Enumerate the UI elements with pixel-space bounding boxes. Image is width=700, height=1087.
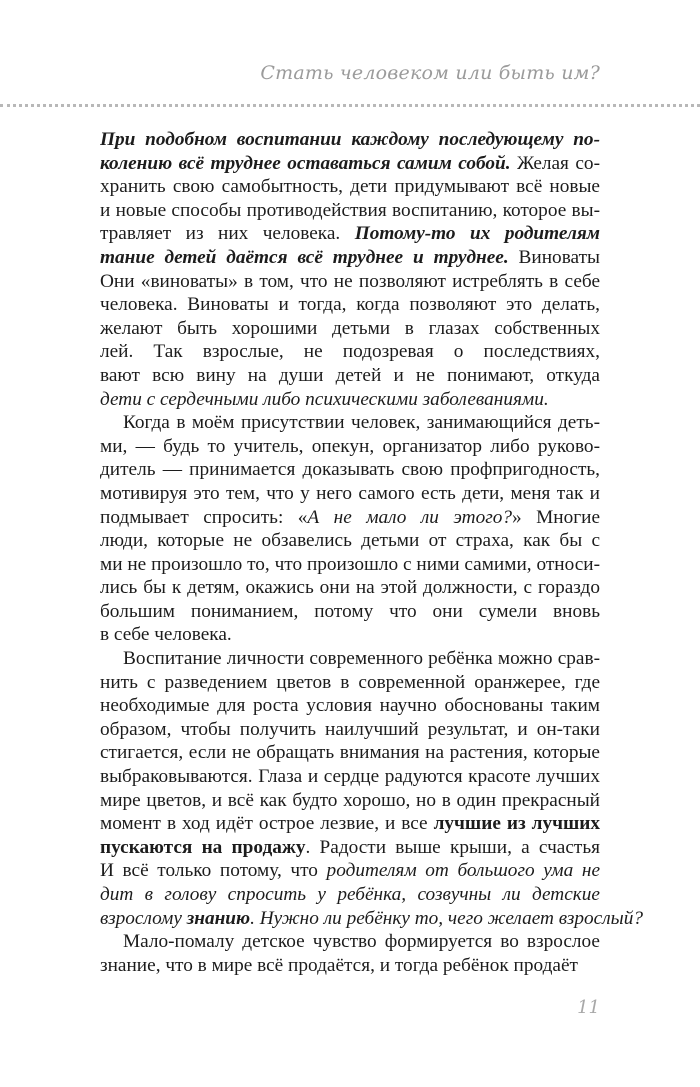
text-run: мотивируя это тем, что у него самого есть дети, меня так и [100,482,600,504]
text-run: тание детей даётся всё труднее и труднее. [100,246,509,268]
text-line [100,883,600,907]
text-run: родителям от большого ума не [326,860,600,882]
text-line [100,836,600,860]
text-run: » Многие [512,506,600,528]
text-run: ми не произошло то, что произошло с ними самими, относи- [100,553,600,575]
text-line [100,671,600,695]
text-run: знанию [186,907,251,929]
text-run: При подобном воспитании каждому последующему по- [100,129,600,150]
text-run: в себе человека. [100,624,232,646]
text-line [100,647,600,671]
text-line [100,789,600,813]
text-line [100,859,600,883]
text-run: человека. Виноваты и тогда, когда позволяют это делать, [100,294,600,316]
text-line [100,741,600,765]
text-run: необходимые для роста условия научно обоснованы таким [100,695,600,717]
text-line [100,529,600,553]
text-line [100,694,600,718]
text-line [100,600,600,624]
text-line [100,458,600,482]
text-line [100,930,600,954]
text-line [100,152,600,176]
text-run: знание, что в мире всё продаётся, и тогда ребёнок продаёт [100,954,578,976]
text-run: стигается, если не обращать внимания на растения, которые [100,742,600,764]
text-run: взрослому [100,907,187,929]
text-run: Виноваты [518,246,600,268]
text-run: Они «виноваты» в том, что не позволяют истреблять в себе [100,270,600,292]
text-run: выбраковываются. Глаза и сердце радуются красоте лучших [100,766,600,788]
text-run: мире цветов, и всё как будто хорошо, но в один прекрасный [100,789,600,811]
text-run: лучшие из лучших [433,813,600,835]
text-run: И всё только потому, что [100,860,327,882]
text-run: Мало-помалу детское чувство формируется во взрослое [123,931,600,953]
text-run: подмывает спросить: « [100,506,308,528]
text-line [100,623,600,647]
text-line [100,435,600,459]
text-run: колению всё труднее оставаться самим собой. [100,152,511,174]
text-run: ми, — будь то учитель, опекун, организатор либо руково- [100,435,600,457]
text-run: Когда в моём присутствии человек, занимающийся деть- [123,412,600,434]
text-line [100,317,600,341]
text-run: дитель — принимается доказывать свою профпригодность, [100,459,600,481]
text-run: лись бы к детям, окажись они на этой должности, с гораздо [100,577,600,599]
header-divider [0,104,700,107]
text-run: хранить свою самобытность, дети придумывают всё новые [100,176,600,198]
text-run: образом, чтобы получить наилучший результат, и он-таки [100,718,600,740]
text-line [100,718,600,742]
text-run: А не мало ли этого? [307,506,513,528]
text-line [100,411,600,435]
text-line [100,293,600,317]
text-run: пускаются на продажу [100,836,306,858]
text-run: Воспитание личности современного ребёнка можно срав- [123,648,600,670]
text-line [100,128,600,152]
text-run: . Радости выше крыши, а счастья [305,836,600,858]
body-text [100,128,643,977]
text-run: дит в голову спросить у ребёнка, созвучны ли детские [100,884,600,905]
text-line [100,270,600,294]
text-line [100,340,600,364]
text-line [100,364,600,388]
text-line [100,812,600,836]
text-run: люди, которые не обзавелись детьми от страха, как бы с [100,530,600,552]
text-line [100,954,600,978]
text-run: травляет из них человека. [100,223,355,245]
text-run: Потому-то их родителям [354,223,600,245]
text-run: Желая со- [510,152,600,174]
text-run: . Нужно ли ребёнку то, чего желает взрослый? [250,907,643,929]
text-line [100,388,600,412]
text-line [100,222,600,246]
text-run: лей. Так взрослые, не подозревая о последствиях, [100,341,600,363]
text-line [100,175,600,199]
text-line [100,246,600,270]
text-run: нить с разведением цветов в современной оранжерее, где [100,671,600,693]
text-line [100,907,643,931]
page-number: 11 [577,997,600,1018]
text-line [100,482,600,506]
text-line [100,553,600,577]
text-run: дети с сердечными либо психическими заболеваниями. [100,388,549,410]
text-run: большим пониманием, потому что они сумели вновь [100,600,600,622]
text-line [100,506,600,530]
text-line [100,199,600,223]
text-line [100,765,600,789]
text-run: момент в ход идёт острое лезвие, и все [100,813,434,835]
text-run: желают быть хорошими детьми в глазах собственных [100,317,600,339]
running-header-title: Стать человеком или быть им? [260,62,600,84]
text-line [100,576,600,600]
text-run: и новые способы противодействия воспитанию, которое вы- [100,199,600,221]
text-run: вают всю вину на души детей и не понимают, откуда [100,364,600,386]
